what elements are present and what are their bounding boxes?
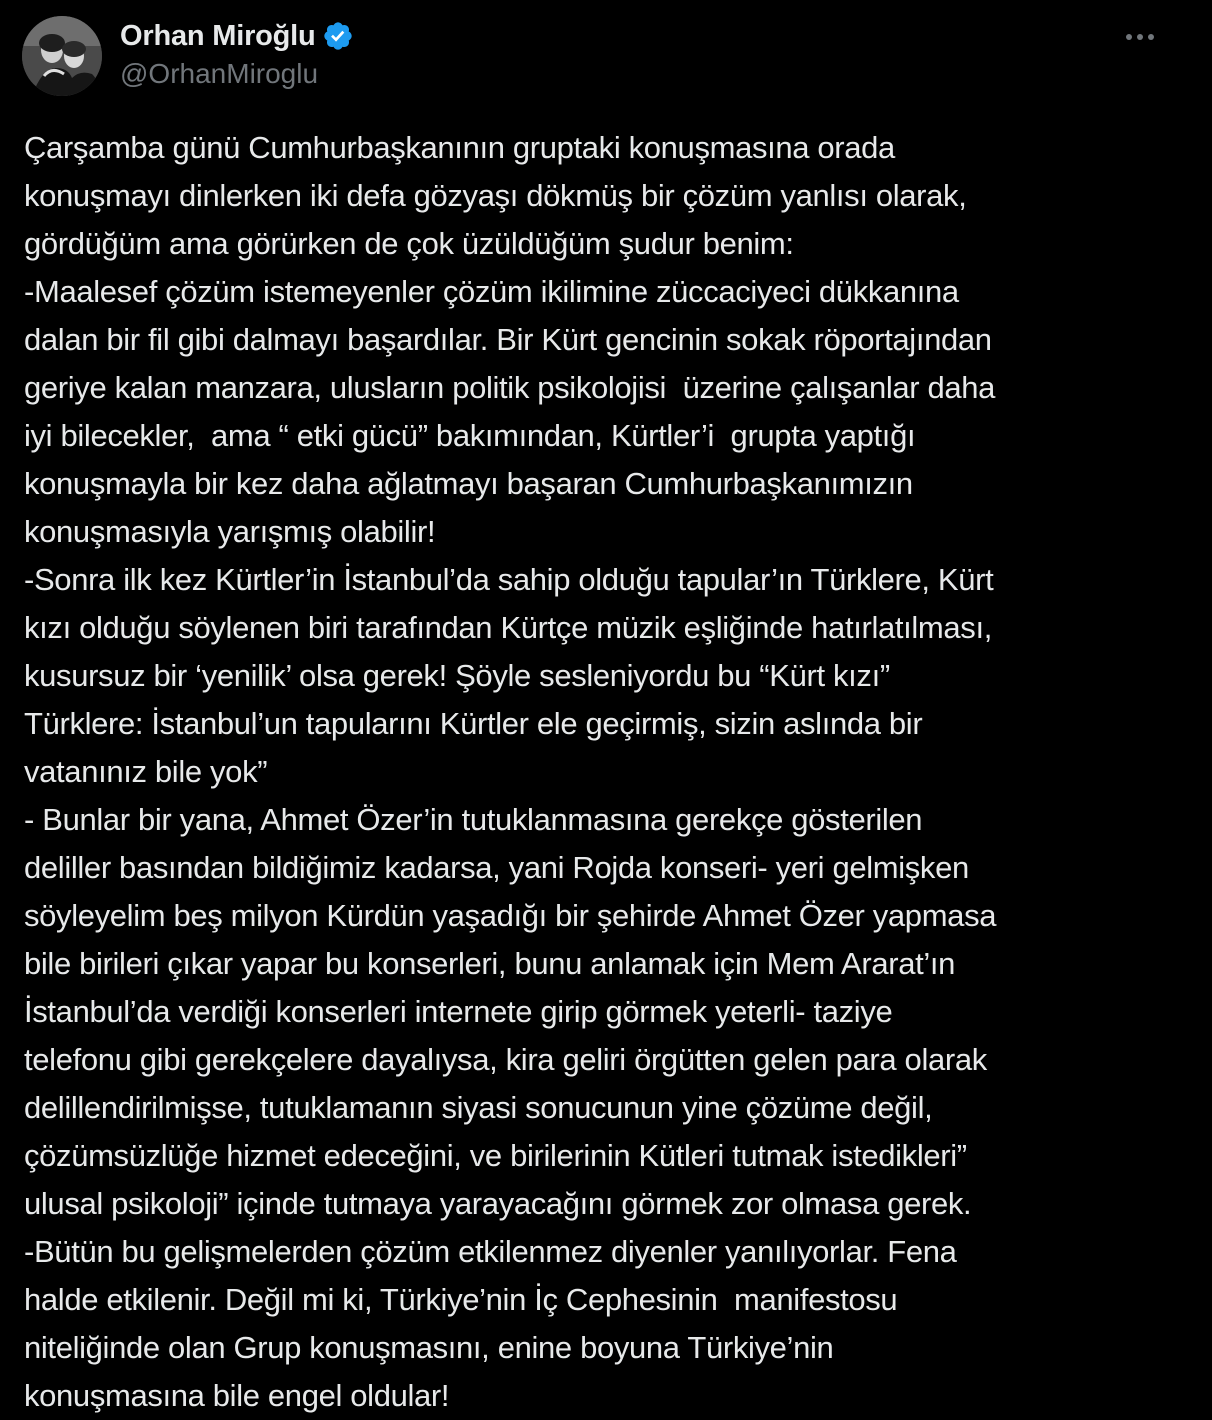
tweet-text-line: deliller basından bildiğimiz kadarsa, yani Rojda konseri- yeri gelmişken xyxy=(24,850,969,885)
tweet-text-line: halde etkilenir. Değil mi ki, Türkiye’nin İç Cephesinin manifestosu xyxy=(24,1282,898,1317)
tweet-text xyxy=(24,124,1184,1420)
tweet-text-line: telefonu gibi gerekçelere dayalıysa, kira geliri örgütten gelen para olarak xyxy=(24,1042,987,1077)
tweet-text-line: - Bunlar bir yana, Ahmet Özer’in tutuklanmasına gerekçe gösterilen xyxy=(24,802,923,837)
name-row xyxy=(120,16,354,56)
tweet-text-line: konuşmasına bile engel oldular! xyxy=(24,1378,450,1413)
tweet-text-line: İstanbul’da verdiği konserleri internete girip görmek yeterli- taziye xyxy=(24,994,893,1029)
tweet-text-line: Türklere: İstanbul’un tapularını Kürtler ele geçirmiş, sizin aslında bir xyxy=(24,706,923,741)
more-button[interactable] xyxy=(1120,22,1160,52)
tweet-text-line: bile birileri çıkar yapar bu konserleri, bunu anlamak için Mem Ararat’ın xyxy=(24,946,956,981)
tweet-text-line: gördüğüm ama görürken de çok üzüldüğüm şudur benim: xyxy=(24,226,794,261)
verified-badge-icon[interactable] xyxy=(322,20,354,52)
tweet-text-line: iyi bilecekler, ama “ etki gücü” bakımından, Kürtler’i grupta yaptığı xyxy=(24,418,916,453)
user-handle[interactable]: @OrhanMiroglu xyxy=(120,58,319,89)
tweet-text-line: -Sonra ilk kez Kürtler’in İstanbul’da sahip olduğu tapular’ın Türklere, Kürt xyxy=(24,562,994,597)
tweet-text-line: -Bütün bu gelişmelerden çözüm etkilenmez diyenler yanılıyorlar. Fena xyxy=(24,1234,957,1269)
user-info xyxy=(120,16,354,92)
tweet-text-line: konuşmayı dinlerken iki defa gözyaşı dökmüş bir çözüm yanlısı olarak, xyxy=(24,178,967,213)
tweet-text-line: delillendirilmişse, tutuklamanın siyasi sonucunun yine çözüme değil, xyxy=(24,1090,933,1125)
tweet-text-line: ulusal psikoloji” içinde tutmaya yarayacağını görmek zor olmasa gerek. xyxy=(24,1186,972,1221)
more-dots-icon xyxy=(1125,33,1155,41)
tweet-text-line: niteliğinde olan Grup konuşmasını, enine boyuna Türkiye’nin xyxy=(24,1330,834,1365)
tweet-text-line: kusursuz bir ‘yenilik’ olsa gerek! Şöyle sesleniyordu bu “Kürt kızı” xyxy=(24,658,890,693)
tweet-text-line: Çarşamba günü Cumhurbaşkanının gruptaki konuşmasına orada xyxy=(24,130,895,165)
tweet-text-line: söyleyelim beş milyon Kürdün yaşadığı bir şehirde Ahmet Özer yapmasa xyxy=(24,898,997,933)
tweet-text-line: konuşmayla bir kez daha ağlatmayı başaran Cumhurbaşkanımızın xyxy=(24,466,913,501)
tweet-text-line: konuşmasıyla yarışmış olabilir! xyxy=(24,514,436,549)
avatar-photo-icon xyxy=(22,16,102,96)
tweet-text-line: -Maalesef çözüm istemeyenler çözüm ikilimine züccaciyeci dükkanına xyxy=(24,274,959,309)
tweet-text-line: dalan bir fil gibi dalmayı başardılar. Bir Kürt gencinin sokak röportajından xyxy=(24,322,992,357)
tweet-text-line: geriye kalan manzara, ulusların politik psikolojisi üzerine çalışanlar daha xyxy=(24,370,996,405)
display-name[interactable]: Orhan Miroğlu xyxy=(120,19,316,52)
tweet-text-line: kızı olduğu söylenen biri tarafından Kürtçe müzik eşliğinde hatırlatılması, xyxy=(24,610,992,645)
tweet-text-line: vatanınız bile yok” xyxy=(24,754,268,789)
avatar[interactable] xyxy=(22,16,102,96)
tweet-text-line: çözümsüzlüğe hizmet edeceğini, ve birilerinin Kütleri tutmak istedikleri” xyxy=(24,1138,967,1173)
